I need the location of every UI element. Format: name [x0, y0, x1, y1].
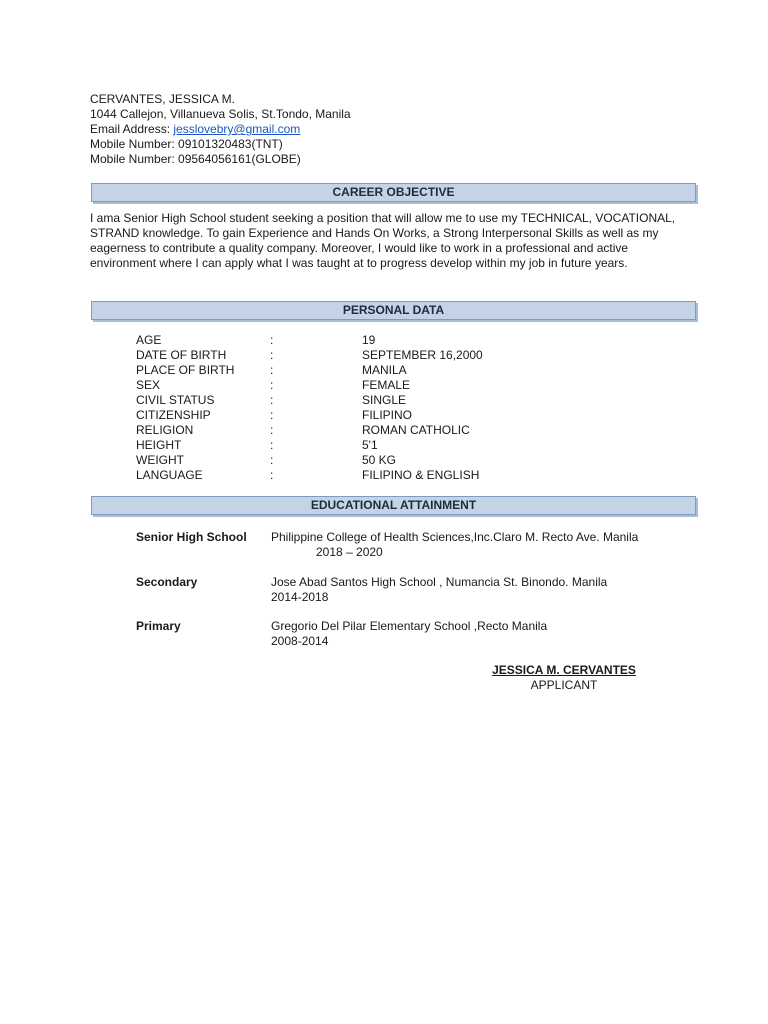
personal-data-heading: PERSONAL DATA — [91, 301, 696, 320]
pd-value: FILIPINO — [362, 408, 413, 422]
pd-colon: : — [270, 423, 274, 437]
signature-role: APPLICANT — [530, 678, 598, 692]
pd-colon: : — [270, 393, 274, 407]
pd-colon: : — [270, 363, 274, 377]
address: 1044 Callejon, Villanueva Solis, St.Tondo, Manila — [90, 107, 351, 121]
pd-value: 19 — [362, 333, 376, 347]
mobile-number-globe: Mobile Number: 09564056161(GLOBE) — [90, 152, 301, 166]
pd-label: PLACE OF BIRTH — [136, 363, 235, 377]
pd-row-language — [136, 468, 636, 483]
pd-row-place-of-birth — [136, 363, 636, 378]
education-years: 2008-2014 — [271, 634, 329, 648]
email-line — [90, 122, 351, 137]
pd-row-religion — [136, 423, 636, 438]
signature-name: JESSICA M. CERVANTES — [492, 663, 636, 677]
pd-colon: : — [270, 408, 274, 422]
pd-colon: : — [270, 438, 274, 452]
educational-attainment-heading: EDUCATIONAL ATTAINMENT — [91, 496, 696, 515]
career-objective-heading: CAREER OBJECTIVE — [91, 183, 696, 202]
pd-row-height — [136, 438, 636, 453]
pd-label: AGE — [136, 333, 162, 347]
mobile-number-tnt: Mobile Number: 09101320483(TNT) — [90, 137, 283, 151]
pd-value: FILIPINO & ENGLISH — [362, 468, 480, 482]
pd-label: WEIGHT — [136, 453, 184, 467]
personal-data-table — [136, 333, 636, 483]
pd-value: SEPTEMBER 16,2000 — [362, 348, 483, 362]
pd-label: CIVIL STATUS — [136, 393, 215, 407]
education-years: 2014-2018 — [271, 590, 329, 604]
education-years: 2018 – 2020 — [316, 545, 383, 559]
pd-value: 5'1 — [362, 438, 378, 452]
education-level: Senior High School — [136, 530, 247, 544]
email-label: Email Address: — [90, 122, 174, 136]
pd-row-date-of-birth — [136, 348, 636, 363]
pd-colon: : — [270, 453, 274, 467]
pd-row-civil-status — [136, 393, 636, 408]
education-level: Secondary — [136, 575, 198, 589]
career-objective-text: I ama Senior High School student seeking a position that will allow me to use my TECHNICAL, VOCATIONAL, STRAND knowledge. To gain Experience and Hands On Works, a Strong Interpersonal Skills as well as my eagerness to contribute a quality company. Moreover, I would like to work in a professional and active environment where I can apply what I was taught at to progress develop within my job in future years. — [90, 211, 676, 270]
pd-label: HEIGHT — [136, 438, 182, 452]
pd-colon: : — [270, 333, 274, 347]
pd-label: CITIZENSHIP — [136, 408, 211, 422]
applicant-name: CERVANTES, JESSICA M. — [90, 92, 235, 106]
pd-label: RELIGION — [136, 423, 194, 437]
pd-label: SEX — [136, 378, 161, 392]
pd-colon: : — [270, 378, 274, 392]
pd-row-weight — [136, 453, 636, 468]
pd-colon: : — [270, 348, 274, 362]
pd-value: 50 KG — [362, 453, 397, 467]
pd-label: LANGUAGE — [136, 468, 203, 482]
signature-block — [488, 663, 640, 693]
education-school: Jose Abad Santos High School , Numancia St. Binondo. Manila — [271, 575, 608, 589]
pd-value: SINGLE — [362, 393, 407, 407]
pd-colon: : — [270, 468, 274, 482]
email-link[interactable]: jesslovebry@gmail.com — [173, 122, 301, 136]
pd-label: DATE OF BIRTH — [136, 348, 227, 362]
pd-value: ROMAN CATHOLIC — [362, 423, 470, 437]
pd-row-age — [136, 333, 636, 348]
pd-value: MANILA — [362, 363, 407, 377]
pd-value: FEMALE — [362, 378, 411, 392]
education-school: Gregorio Del Pilar Elementary School ,Recto Manila — [271, 619, 548, 633]
education-level: Primary — [136, 619, 181, 633]
pd-row-sex — [136, 378, 636, 393]
pd-row-citizenship — [136, 408, 636, 423]
contact-header — [90, 92, 351, 167]
education-school: Philippine College of Health Sciences,Inc.Claro M. Recto Ave. Manila — [271, 530, 639, 544]
